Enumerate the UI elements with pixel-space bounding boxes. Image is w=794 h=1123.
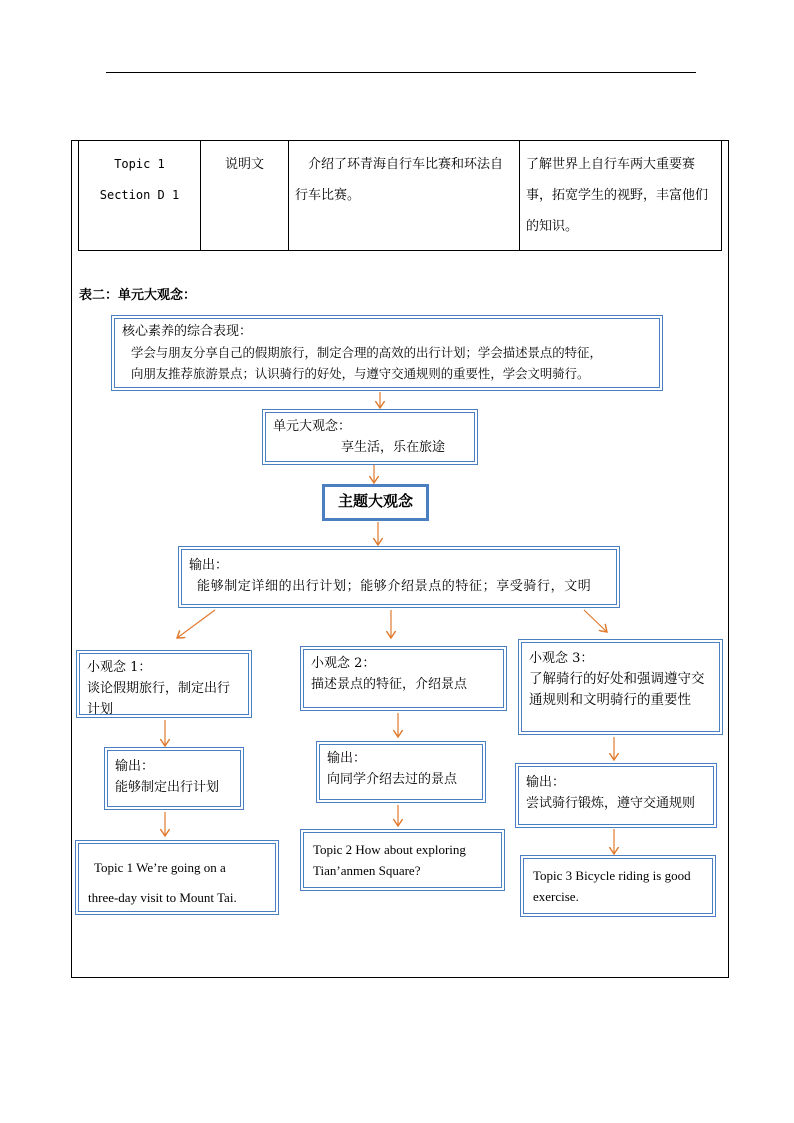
topic-3-line-2: exercise. xyxy=(533,889,579,904)
unit-table xyxy=(78,140,722,251)
output-box xyxy=(178,546,620,608)
idea-2-output-text: 向同学介绍去过的景点 xyxy=(327,772,458,787)
core-title: 核心素养的综合表现： xyxy=(122,324,253,339)
idea-1-output-box xyxy=(104,747,244,810)
small-idea-3-box xyxy=(518,639,723,735)
unit-big-idea-box xyxy=(262,409,478,465)
topic-cell xyxy=(79,141,201,251)
core-competency-box xyxy=(111,315,663,391)
goal-cell: 了解世界上自行车两大重要赛事，拓宽学生的视野，丰富他们的知识。 xyxy=(520,141,722,251)
idea-3-title: 小观念 3： xyxy=(529,651,594,666)
topic-2-line-2: Tian’anmen Square? xyxy=(313,863,421,878)
core-line-1: 学会与朋友分享自己的假期旅行，制定合理的高效的出行计划；学会描述景点的特征， xyxy=(131,345,602,360)
idea-2-output-box xyxy=(316,741,486,803)
idea-3-text: 了解骑行的好处和强调遵守交通规则和文明骑行的重要性 xyxy=(529,671,705,708)
small-idea-2-box xyxy=(300,646,507,711)
topic-2-line-1: Topic 2 How about exploring xyxy=(313,842,466,857)
section-label: Section D 1 xyxy=(99,188,180,202)
idea-2-output-title: 输出： xyxy=(327,751,367,766)
idea-2-text: 描述景点的特征，介绍景点 xyxy=(311,677,468,692)
idea-3-output-title: 输出： xyxy=(526,775,566,790)
topic-1-line-2: three-day visit to Mount Tai. xyxy=(88,890,237,905)
topic-1-box xyxy=(75,840,279,915)
idea-3-output-text: 尝试骑行锻炼，遵守交通规则 xyxy=(526,796,696,811)
core-line-2: 向朋友推荐旅游景点；认识骑行的好处，与遵守交通规则的重要性，学会文明骑行。 xyxy=(131,366,590,381)
topic-3-line-1: Topic 3 Bicycle riding is good xyxy=(533,868,691,883)
unit-title: 单元大观念： xyxy=(273,419,352,434)
idea-1-text: 谈论假期旅行，制定出行计划 xyxy=(87,681,231,717)
genre-cell: 说明文 xyxy=(201,141,289,251)
idea-2-title: 小观念 2： xyxy=(311,656,376,671)
output-title: 输出： xyxy=(189,558,229,573)
idea-1-title: 小观念 1： xyxy=(87,660,152,675)
header-rule xyxy=(106,72,696,73)
unit-text: 享生活，乐在旅途 xyxy=(341,440,446,455)
topic-1-line-1: Topic 1 We’re going on a xyxy=(94,860,226,875)
idea-1-output-text: 能够制定出行计划 xyxy=(115,780,220,795)
idea-1-output-title: 输出： xyxy=(115,759,155,774)
table-row xyxy=(79,141,722,251)
small-idea-1-box xyxy=(76,650,252,718)
topic-label: Topic 1 xyxy=(114,157,165,171)
topic-3-box xyxy=(520,855,716,917)
output-text: 能够制定详细的出行计划；能够介绍景点的特征；享受骑行，文明 xyxy=(197,579,592,594)
topic-2-box xyxy=(300,829,505,891)
content-cell: 介绍了环青海自行车比赛和环法自行车比赛。 xyxy=(289,141,520,251)
idea-3-output-box xyxy=(515,763,717,828)
theme-big-idea-box: 主题大观念 xyxy=(322,484,429,521)
section-heading: 表二：单元大观念： xyxy=(79,288,197,303)
